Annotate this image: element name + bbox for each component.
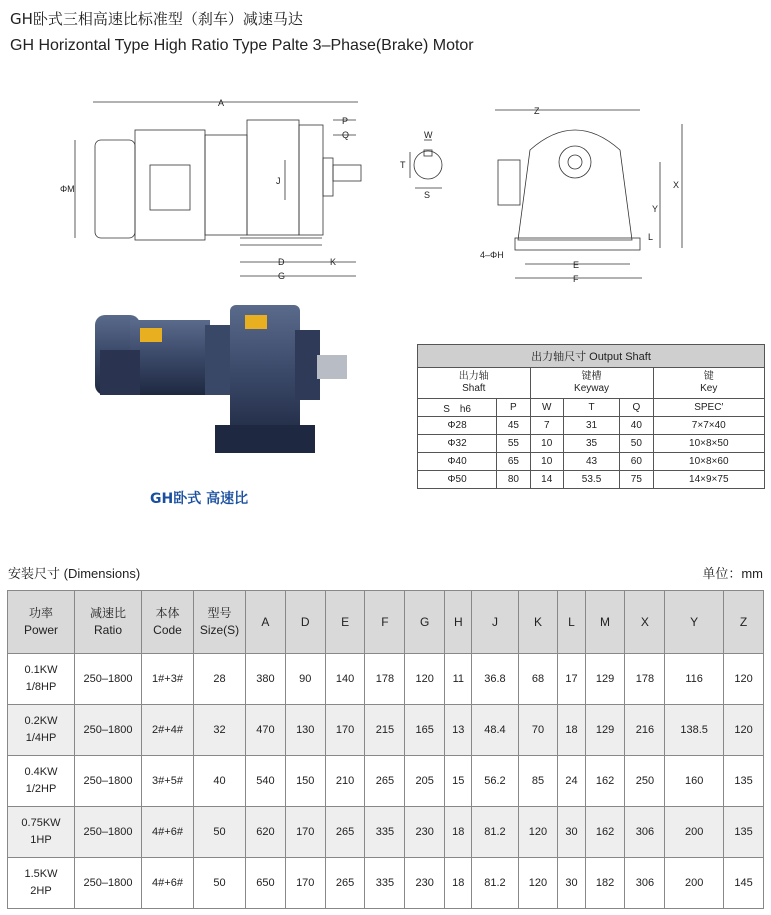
table-cell: 200 <box>665 807 724 858</box>
key-header: 键 Key <box>653 368 764 399</box>
header-y: Y <box>665 591 724 654</box>
table-cell: 120 <box>724 654 764 705</box>
table-cell: 15 <box>445 756 472 807</box>
table-cell: 50 <box>194 858 246 909</box>
table-cell: 170 <box>285 807 325 858</box>
table-cell: 250–1800 <box>75 756 142 807</box>
dim-label-w: W <box>424 130 433 140</box>
table-cell: 250 <box>625 756 665 807</box>
table-cell: 120 <box>405 654 445 705</box>
table-cell: 130 <box>285 705 325 756</box>
table-cell: 32 <box>194 705 246 756</box>
dimensions-table <box>7 590 764 909</box>
table-cell: 140 <box>325 654 365 705</box>
table-cell: 13 <box>445 705 472 756</box>
table-cell: 18 <box>558 705 585 756</box>
header-m: M <box>585 591 625 654</box>
table-cell: 81.2 <box>472 807 518 858</box>
dimensions-label: 安装尺寸 (Dimensions) <box>8 566 141 581</box>
shaft-row: Φ40 65 10 43 60 10×8×60 <box>418 453 765 471</box>
table-cell: 265 <box>325 807 365 858</box>
title-chinese: GH卧式三相高速比标准型（刹车）减速马达 <box>10 10 303 28</box>
table-cell: 150 <box>285 756 325 807</box>
header-power: 功率 Power <box>8 591 75 654</box>
table-cell: 28 <box>194 654 246 705</box>
table-cell: 120 <box>724 705 764 756</box>
keyway-header: 键槽 Keyway <box>530 368 653 399</box>
sub-header-p: P <box>497 399 530 417</box>
dim-label-phi-m: ΦM <box>60 184 75 194</box>
unit-label: 单位：mm <box>702 566 763 581</box>
table-cell: 620 <box>246 807 286 858</box>
shaft-row: Φ32 55 10 35 50 10×8×50 <box>418 435 765 453</box>
shaft-header: 出力轴 Shaft <box>418 368 531 399</box>
table-cell: 56.2 <box>472 756 518 807</box>
header-d: D <box>285 591 325 654</box>
table-cell: 250–1800 <box>75 858 142 909</box>
table-row <box>8 705 764 756</box>
table-cell: 129 <box>585 654 625 705</box>
table-cell: 306 <box>625 858 665 909</box>
dims-header-row <box>8 591 764 654</box>
table-cell: 540 <box>246 756 286 807</box>
power-cell: 0.4KW 1/2HP <box>8 756 75 807</box>
title-english: GH Horizontal Type High Ratio Type Palte 3–Phase(Brake) Motor <box>10 37 474 54</box>
header-x: X <box>625 591 665 654</box>
header-h: H <box>445 591 472 654</box>
table-cell: 230 <box>405 858 445 909</box>
table-cell: 265 <box>325 858 365 909</box>
dim-label-y: Y <box>652 204 659 214</box>
table-cell: 162 <box>585 807 625 858</box>
table-cell: 160 <box>665 756 724 807</box>
table-cell: 120 <box>518 858 558 909</box>
header-k: K <box>518 591 558 654</box>
shaft-table-caption: 出力轴尺寸 Output Shaft <box>418 345 765 368</box>
shaft-row: Φ50 80 14 53.5 75 14×9×75 <box>418 471 765 489</box>
technical-drawing <box>60 90 680 290</box>
table-cell: 306 <box>625 807 665 858</box>
header-f: F <box>365 591 405 654</box>
table-cell: 178 <box>365 654 405 705</box>
shaft-row: Φ28 45 7 31 40 7×7×40 <box>418 417 765 435</box>
front-view-drawing <box>480 106 682 284</box>
table-cell: 165 <box>405 705 445 756</box>
dim-label-t: T <box>400 160 406 170</box>
table-cell: 170 <box>285 858 325 909</box>
product-photo <box>85 300 355 480</box>
header-l: L <box>558 591 585 654</box>
dim-label-s: S <box>424 190 431 200</box>
dim-label-x: X <box>673 180 680 190</box>
table-cell: 18 <box>445 858 472 909</box>
table-cell: 205 <box>405 756 445 807</box>
table-cell: 50 <box>194 807 246 858</box>
dim-label-k: K <box>330 257 337 267</box>
table-row <box>8 756 764 807</box>
table-cell: 11 <box>445 654 472 705</box>
table-cell: 30 <box>558 858 585 909</box>
dim-label-a: A <box>218 98 225 108</box>
table-cell: 135 <box>724 756 764 807</box>
dim-label-f: F <box>573 274 579 284</box>
power-cell: 1.5KW 2HP <box>8 858 75 909</box>
output-shaft-table <box>417 344 765 489</box>
dim-label-e: E <box>573 260 580 270</box>
table-cell: 145 <box>724 858 764 909</box>
sub-header-q: Q <box>620 399 653 417</box>
table-cell: 265 <box>365 756 405 807</box>
header-size: 型号 Size(S) <box>194 591 246 654</box>
table-cell: 182 <box>585 858 625 909</box>
table-cell: 250–1800 <box>75 705 142 756</box>
sub-header-s: S h6 <box>418 399 497 417</box>
table-row <box>8 858 764 909</box>
table-cell: 216 <box>625 705 665 756</box>
table-cell: 116 <box>665 654 724 705</box>
table-cell: 210 <box>325 756 365 807</box>
table-cell: 90 <box>285 654 325 705</box>
table-cell: 2#+4# <box>142 705 194 756</box>
header-a: A <box>246 591 286 654</box>
table-cell: 70 <box>518 705 558 756</box>
sub-header-spec: SPEC′ <box>653 399 764 417</box>
dim-label-phi-h: 4–ΦH <box>480 250 504 260</box>
sub-header-w: W <box>530 399 563 417</box>
table-row <box>8 654 764 705</box>
dim-label-j: J <box>276 176 281 186</box>
table-cell: 138.5 <box>665 705 724 756</box>
table-cell: 230 <box>405 807 445 858</box>
dim-label-p: P <box>342 116 349 126</box>
table-cell: 650 <box>246 858 286 909</box>
table-cell: 470 <box>246 705 286 756</box>
table-cell: 120 <box>518 807 558 858</box>
table-cell: 68 <box>518 654 558 705</box>
power-cell: 0.2KW 1/4HP <box>8 705 75 756</box>
header-e: E <box>325 591 365 654</box>
table-cell: 178 <box>625 654 665 705</box>
table-cell: 129 <box>585 705 625 756</box>
power-cell: 0.1KW 1/8HP <box>8 654 75 705</box>
table-cell: 3#+5# <box>142 756 194 807</box>
table-cell: 215 <box>365 705 405 756</box>
sub-header-t: T <box>563 399 619 417</box>
table-cell: 24 <box>558 756 585 807</box>
table-cell: 250–1800 <box>75 654 142 705</box>
header-ratio: 减速比 Ratio <box>75 591 142 654</box>
table-cell: 30 <box>558 807 585 858</box>
table-cell: 85 <box>518 756 558 807</box>
table-cell: 335 <box>365 858 405 909</box>
dim-label-l: L <box>648 232 654 242</box>
header-g: G <box>405 591 445 654</box>
table-cell: 36.8 <box>472 654 518 705</box>
table-cell: 4#+6# <box>142 807 194 858</box>
table-cell: 335 <box>365 807 405 858</box>
table-cell: 17 <box>558 654 585 705</box>
table-cell: 4#+6# <box>142 858 194 909</box>
dim-label-z: Z <box>534 106 540 116</box>
table-cell: 170 <box>325 705 365 756</box>
side-view-drawing <box>60 98 361 281</box>
table-cell: 40 <box>194 756 246 807</box>
shaft-section-drawing <box>400 130 442 200</box>
table-cell: 380 <box>246 654 286 705</box>
header-j: J <box>472 591 518 654</box>
dim-label-g: G <box>278 271 286 281</box>
header-z: Z <box>724 591 764 654</box>
product-caption: GH卧式 高速比 <box>150 491 249 507</box>
table-cell: 48.4 <box>472 705 518 756</box>
dim-label-q: Q <box>342 130 350 140</box>
table-cell: 200 <box>665 858 724 909</box>
table-cell: 1#+3# <box>142 654 194 705</box>
table-cell: 250–1800 <box>75 807 142 858</box>
table-cell: 135 <box>724 807 764 858</box>
table-cell: 162 <box>585 756 625 807</box>
table-cell: 81.2 <box>472 858 518 909</box>
table-row <box>8 807 764 858</box>
dim-label-d: D <box>278 257 285 267</box>
header-code: 本体 Code <box>142 591 194 654</box>
table-cell: 18 <box>445 807 472 858</box>
power-cell: 0.75KW 1HP <box>8 807 75 858</box>
